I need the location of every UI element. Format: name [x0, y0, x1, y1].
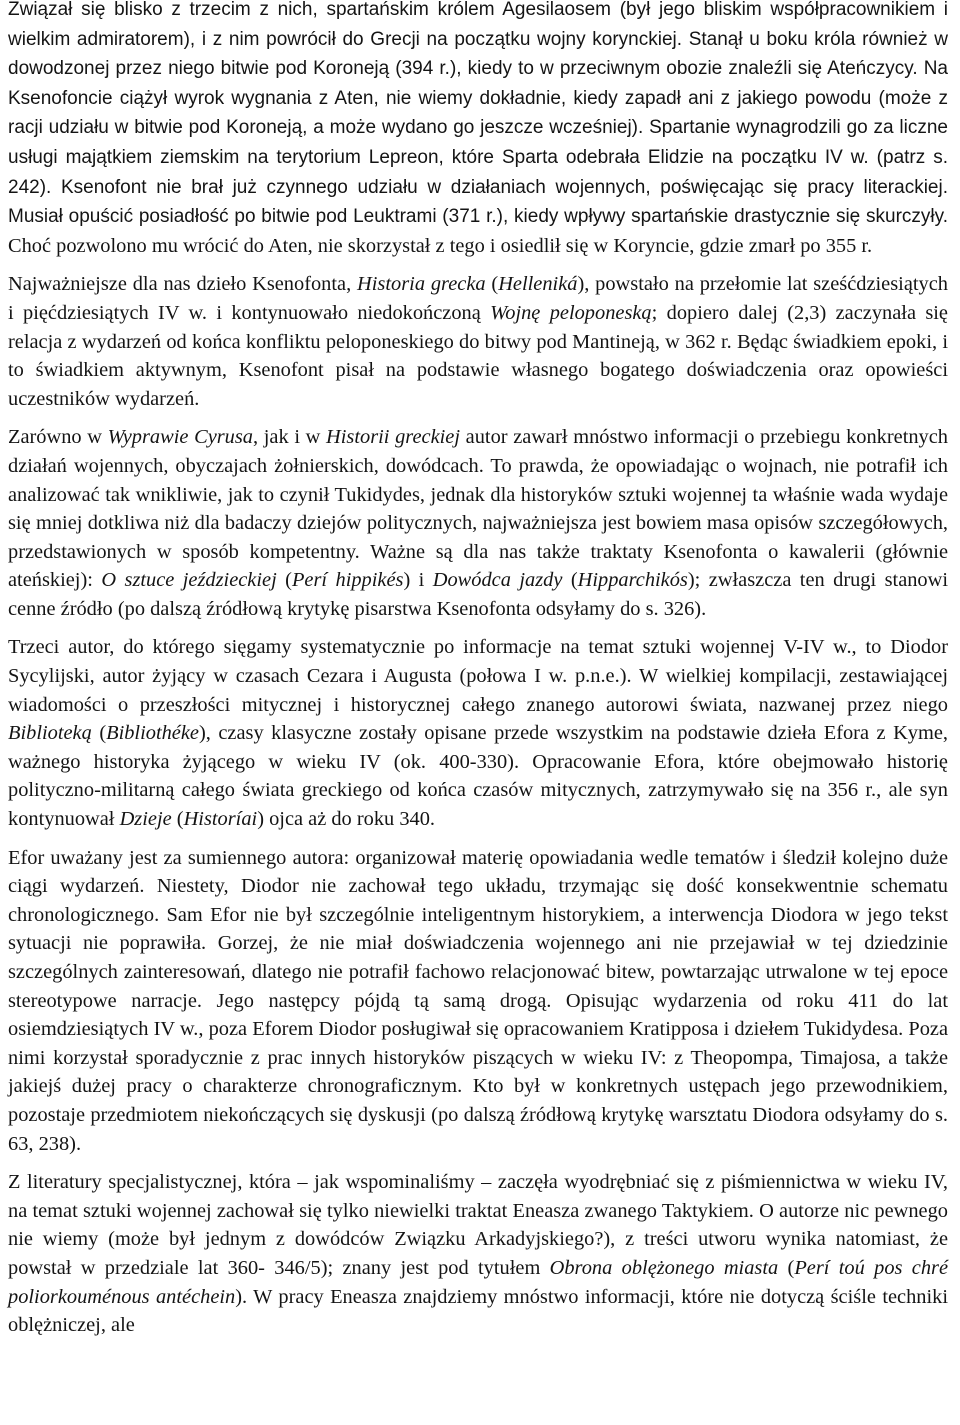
- text-run: , jak i w: [253, 426, 327, 449]
- italic-title: Perí toú pos chré poliorkouménous antéchein: [8, 1256, 948, 1308]
- text-run: Trzeci autor, do którego sięgamy systematycznie po informacje na temat sztuki wojennej V-IV w., to Diodor Sycylijski, autor żyjący w czasach Cezara i Augusta (połowa I w. p.n.e.). W wielkiej kompilacji, zestawiającej wiadomości o przeszłości mitycznej i historycznej całego znanego autorowi świata, nazwanej przez niego: [8, 636, 948, 716]
- text-run: Na Ksenofoncie ciążył wyrok wygnania z Aten, nie wiemy dokładnie, kiedy zapadł ani z jakiego powodu (może z racji udziału w bitwie pod Koroneją, a może wydano go jeszcze wcześniej). Spartanie wynagrodzili go za liczne usługi majątkiem ziemskim na terytorium Lepreon, które Sparta odebrała Elidzie na początku IV w. (patrz s. 242). Ksenofont nie brał już czynnego udziału w działaniach wojennych, poświęcając się pracy literackiej. Musiał opuścić posiadłość po bitwie pod Leuktrami (371 r.), kiedy wpływy spartańskie drastycznie się skurczyły.: [8, 58, 948, 228]
- text-run: (: [778, 1256, 795, 1279]
- paragraph-6: [8, 1168, 948, 1340]
- text-run: (: [485, 273, 499, 296]
- italic-title: Dowódca jazdy: [432, 569, 563, 592]
- italic-title: Biblioteką: [8, 722, 92, 745]
- text-run: Najważniejsze dla nas dzieło Ksenofonta,: [8, 273, 358, 296]
- paragraph-3: [8, 423, 948, 623]
- text-run: Efor uważany jest za sumiennego autora: organizował materię opowiadania wedle tematów i śledził kolejno duże ciągi wydarzeń. Niestety, Diodor nie zachował tego układu, trzymając się dość konsekwentnie schematu chronologicznego. Sam Efor nie był szczególnie inteligentnym historykiem, a interwencja Diodora w jego tekst sytuacji nie poprawiła. Gorzej, że nie miał doświadczenia wojennego ani nie przejawiał w tej dziedzinie szczególnych zainteresowań, dlatego nie potrafił fachowo relacjonować bitew, powtarzając utrwalone w tej epoce stereotypowe narracje. Jego następcy pójdą tą samą drogą. Opisując wydarzenia od roku 411 do lat osiemdziesiątych IV w., poza Eforem Diodor posługiwał się opracowaniem Kratipposa i dziełem Tukidydesa. Poza nimi korzystał sporadycznie z prac innych historyków piszących w wieku IV: z Theopompa, Timajosa, a także jakiejś dużej pracy o charakterze chronograficznym. Kto był w konkretnych ustępach jego przewodnikiem, pozostaje przedmiotem niekończących się dyskusji (po dalszą źródłową krytykę warsztatu Diodora odsyłamy do s. 63, 238).: [8, 846, 948, 1155]
- text-run: ) ojca aż do roku 340.: [257, 808, 436, 831]
- text-run: autor zawarł mnóstwo informacji o przebiegu konkretnych działań wojennych, obyczajach żołnierskich, dowódcach. To prawda, że opowiadając o wojnach, nie potrafił ich analizować tak wnikliwie, jak to czynił Tukidydes, jednak dla historyków sztuki wojennej ta właśnie wada wydaje się mniej dotkliwa niż dla badaczy dziejów politycznych, najważniejsza jest bowiem masa opisów szczegółowych, przedstawionych w sposób kompetentny. Ważne są dla nas także traktaty Ksenofonta o kawalerii (głównie ateńskiej):: [8, 426, 948, 592]
- text-run: (: [562, 569, 578, 592]
- paragraph-4: [8, 633, 948, 833]
- paragraph-2: [8, 270, 948, 413]
- text-run: ), czasy klasyczne zostały opisane przede wszystkim na podstawie dzieła Efora z Kyme, ważnego historyka żyjącego w wieku IV (ok. 400-330). Opracowanie Efora, które obejmowało historię polityczno-militarną całego świata greckiego od końca czasów mitycznych, zatrzymywało się na 356 r., ale syn kontynuował: [8, 722, 948, 831]
- text-run: ), powstało na przełomie lat sześćdziesiątych i pięćdziesiątych IV w. i kontynuowało niedokończoną: [8, 273, 948, 324]
- italic-title: Historii greckiej: [326, 426, 461, 449]
- italic-title: O sztuce jeździeckiej: [101, 569, 277, 592]
- italic-title: Wyprawie Cyrusa: [107, 426, 254, 449]
- text-run: ); zwłaszcza ten drugi stanowi cenne źródło (po dalszą źródłową krytykę pisarstwa Ksenofonta odsyłamy do s. 326).: [8, 569, 949, 620]
- text-run: (: [276, 569, 292, 592]
- text-run: Związał się blisko z trzecim z nich, spartańskim królem Agesilaosem (był jego bliskim współpracownikiem i wielkim admiratorem), i z nim powrócił do Grecji na początku wojny korynckiej. Stanął u boku króla również w dowodzonej przez niego bitwie pod Koroneją (394 r.), kiedy to w przeciwnym obozie znaleźli się Ateńczycy.: [8, 0, 948, 80]
- italic-title: Hipparchikós: [577, 569, 688, 592]
- text-run: Zarówno w: [8, 426, 108, 449]
- italic-title: Perí hippikés: [291, 569, 404, 592]
- text-body: [8, 0, 948, 1340]
- paragraph-5: [8, 844, 948, 1159]
- italic-title: Wojnę peloponeską: [490, 301, 652, 324]
- italic-title: Historíai: [183, 808, 258, 831]
- italic-title: Bibliothéke: [106, 722, 199, 745]
- text-run: ). W pracy Eneasza znajdziemy mnóstwo informacji, które nie dotyczą ściśle techniki oblężniczej, ale: [8, 1285, 948, 1337]
- text-run: (: [91, 722, 107, 745]
- italic-title: Dzieje: [119, 808, 172, 831]
- text-run: Choć pozwolono mu wrócić do Aten, nie skorzystał z tego i osiedlił się w Koryncie, gdzie zmarł po 355 r.: [8, 234, 873, 257]
- italic-title: Historia grecka: [357, 273, 486, 296]
- italic-title: Helleniká: [498, 273, 578, 296]
- paragraph-1: [8, 0, 948, 260]
- text-run: Z literatury specjalistycznej, która – jak wspominaliśmy – zaczęła wyodrębniać się z piśmiennictwa w wieku IV, na temat sztuki wojennej zachował się tylko niewielki traktat Eneasza zwanego Taktykiem. O autorze nic pewnego nie wiemy (może był jednym z dowódców Związku Arkadyjskiego?), z treści utworu wynika natomiast, że powstał w przedziale lat 360- 346/5); znany jest pod tytułem: [8, 1171, 948, 1279]
- text-run: ) i: [403, 569, 433, 592]
- text-run: ; dopiero dalej (2,3) zaczynała się relacja z wydarzeń od końca konfliktu peloponeskiego do bitwy pod Mantineją, w 362 r. Będąc świadkiem epoki, i to świadkiem aktywnym, Ksenofont pisał na podstawie własnego bogatego doświadczenia oraz opowieści uczestników wydarzeń.: [8, 301, 948, 410]
- italic-title: Obrona oblężonego miasta: [549, 1256, 779, 1279]
- text-run: (: [171, 808, 184, 831]
